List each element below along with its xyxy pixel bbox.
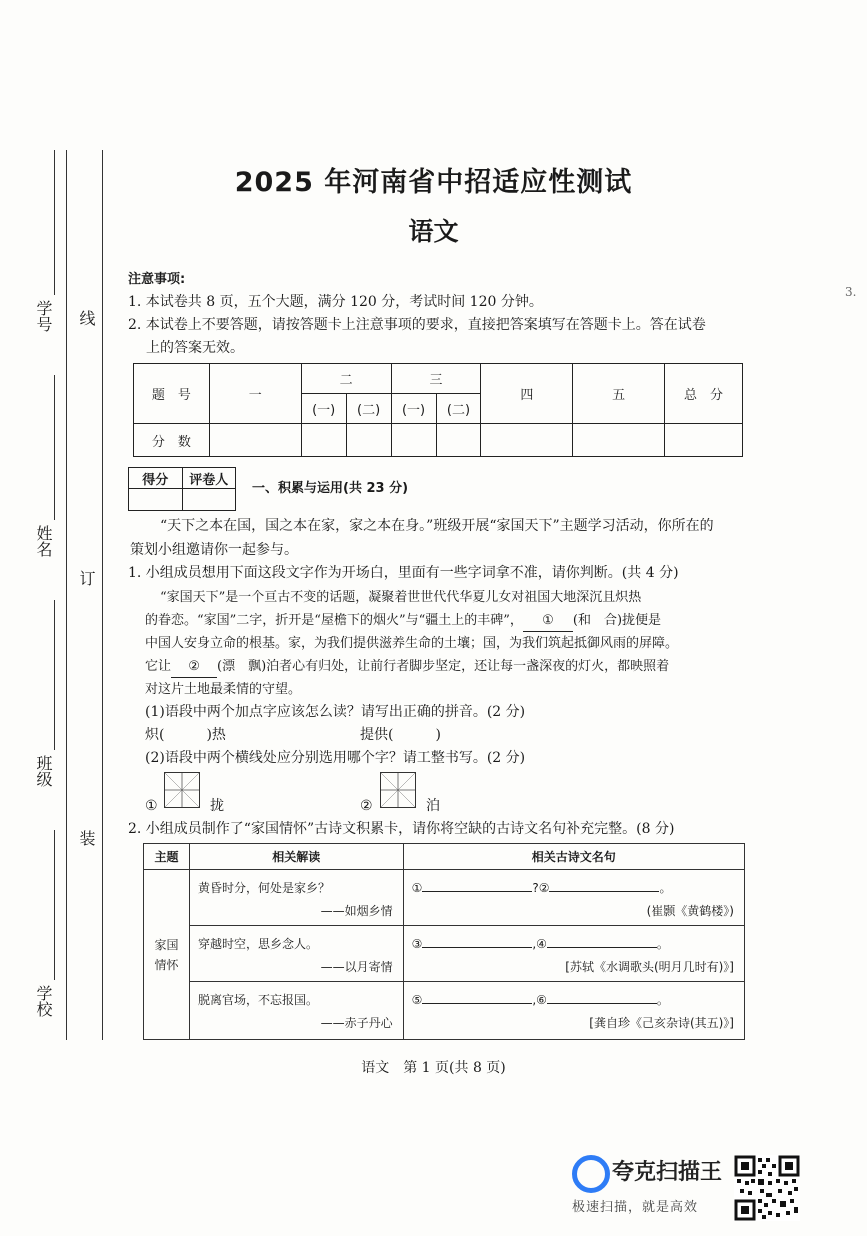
poem-theme-line-1: 家国	[154, 937, 179, 952]
section1-intro: “天下之本在国，国之本在家，家之本在身。”班级开展“家国天下”主题学习活动，你所在的	[160, 518, 714, 534]
poem-blank-2-label: ?②	[532, 881, 550, 895]
school-label: 学校	[34, 985, 53, 1017]
binding-line-inner	[102, 150, 103, 1040]
name-underline	[54, 375, 55, 520]
poem-blank-5[interactable]	[422, 1003, 532, 1004]
poem-reading-3	[189, 982, 403, 1040]
passage-line-4-end: 泊者心有归处，让前行者脚步坚定，还让每一盏深夜的灯火，都映照着	[266, 659, 670, 674]
poem-source-3: [龚自珍《己亥杂诗(其五)》]	[589, 1016, 734, 1030]
score-sub-3-2: (二)	[436, 394, 481, 424]
passage-line-4-start: 它让	[145, 659, 172, 674]
poem-lines-2-fill	[412, 935, 669, 952]
grader-box	[128, 467, 236, 511]
score-cell[interactable]	[481, 424, 573, 457]
choice-1: (和 合)	[572, 613, 623, 628]
writing-grid-1[interactable]	[164, 772, 200, 808]
score-header-two: 二	[301, 364, 391, 394]
score-header-five: 五	[573, 364, 665, 424]
poem-table	[143, 843, 745, 1040]
poem-reading-3-text: 脱离官场，不忘报国。	[197, 993, 318, 1007]
poem-reading-1-text: 黄昏时分，何处是家乡？	[197, 881, 330, 895]
poem-theme	[144, 870, 190, 1040]
watermark-brand: 夸克扫描王	[612, 1160, 723, 1185]
passage-line-2-text: 的眷恋。“家国”二字，折开是“屋檐下的烟火”与“疆土上的丰碑”，	[145, 613, 523, 628]
notice-item-2-cont: 上的答案无效。	[146, 340, 244, 356]
poem-lines-2[interactable]	[403, 926, 744, 982]
passage-line-2	[145, 611, 661, 632]
poem-reading-3-tag: ——赤子丹心	[320, 1016, 393, 1030]
pinyin-answer-b[interactable]: 提供( )	[360, 727, 441, 743]
grid-1-char: 拢	[210, 798, 224, 814]
grid-2-char: 泊	[426, 798, 440, 814]
score-cell[interactable]	[209, 424, 301, 457]
page-footer: 语文 第 1 页(共 8 页)	[361, 1060, 506, 1076]
poem-source-1: (崔颢《黄鹤楼》)	[646, 904, 734, 918]
poem-blank-3[interactable]	[422, 947, 532, 948]
subject-title: 语文	[408, 217, 459, 246]
section1-intro-cont: 策划小组邀请你一起参与。	[130, 542, 298, 558]
score-header-label: 题 号	[134, 364, 210, 424]
poem-header-lines: 相关古诗文名句	[403, 844, 744, 870]
passage-line-5: 对这片土地最柔情的守望。	[145, 682, 302, 697]
poem-blank-5-label: ⑤	[411, 993, 423, 1007]
qr-code-icon	[734, 1155, 800, 1221]
poem-blank-6-label: ,⑥	[532, 993, 547, 1007]
poem-blank-4-label: ,④	[532, 937, 547, 951]
score-header-one: 一	[209, 364, 301, 424]
poem-header-reading: 相关解读	[189, 844, 403, 870]
grader-reviewer-cell[interactable]	[182, 489, 236, 511]
score-cell[interactable]	[301, 424, 346, 457]
poem-lines-3-fill	[412, 991, 669, 1008]
score-header-total: 总 分	[665, 364, 743, 424]
poem-source-2: [苏轼《水调歌头(明月几时有)》]	[565, 960, 734, 974]
passage-line-4	[145, 657, 669, 678]
poem-reading-2-text: 穿越时空，思乡念人。	[197, 937, 318, 951]
score-cell[interactable]	[665, 424, 743, 457]
score-sub-2-1: (一)	[301, 394, 346, 424]
grader-reviewer-label: 评卷人	[182, 468, 236, 489]
score-cell[interactable]	[391, 424, 436, 457]
score-table	[133, 363, 743, 457]
margin-note: 3.	[845, 285, 857, 299]
score-cell[interactable]	[436, 424, 481, 457]
notice-heading: 注意事项:	[128, 272, 186, 287]
score-cell[interactable]	[573, 424, 665, 457]
quark-logo-icon	[572, 1155, 610, 1193]
blank-1-label: ①	[542, 613, 554, 628]
sub-question-1: (1)语段中两个加点字应该怎么读？请写出正确的拼音。(2 分)	[145, 704, 526, 720]
poem-reading-2	[189, 926, 403, 982]
section1-title: 一、积累与运用(共 23 分)	[252, 481, 409, 496]
score-row-label: 分 数	[134, 424, 210, 457]
poem-blank-4[interactable]	[547, 947, 657, 948]
writing-grid-2[interactable]	[380, 772, 416, 808]
poem-line-1-end: 。	[659, 881, 672, 895]
poem-lines-1[interactable]	[403, 870, 744, 926]
grid-2-number: ②	[360, 798, 373, 814]
pinyin-answer-a[interactable]: 炽( )热	[145, 727, 226, 743]
school-underline	[54, 830, 55, 980]
poem-reading-2-tag: ——以月寄情	[320, 960, 393, 974]
binding-line-outer	[66, 150, 67, 1040]
grader-score-label: 得分	[129, 468, 183, 489]
blank-2	[171, 657, 217, 678]
choice-2: (漂 飘)	[217, 659, 267, 674]
poem-blank-3-label: ③	[411, 937, 423, 951]
poem-lines-3[interactable]	[403, 982, 744, 1040]
poem-blank-6[interactable]	[547, 1003, 657, 1004]
poem-blank-2[interactable]	[549, 891, 659, 892]
passage-line-1: “家国天下”是一个亘古不变的话题，凝聚着世世代代华夏儿女对祖国大地深沉且炽热	[160, 590, 642, 605]
binding-mark-staple: 订	[77, 570, 96, 586]
binding-mark-line: 线	[77, 310, 96, 326]
score-header-three: 三	[391, 364, 481, 394]
notice-item-1: 1. 本试卷共 8 页，五个大题，满分 120 分，考试时间 120 分钟。	[128, 294, 543, 310]
poem-blank-1-label: ①	[411, 881, 423, 895]
question-1: 1. 小组成员想用下面这段文字作为开场白，里面有一些字词拿不准，请你判断。(共 4 分)	[128, 565, 679, 581]
passage-line-2-end: 拢便是	[622, 613, 662, 628]
grader-score-cell[interactable]	[129, 489, 183, 511]
grid-1-number: ①	[145, 798, 158, 814]
passage-line-3: 中国人安身立命的根基。家，为我们提供滋养生命的土壤；国，为我们筑起抵御风雨的屏障。	[145, 636, 679, 651]
poem-line-3-end: 。	[656, 993, 669, 1007]
blank-1	[523, 611, 573, 632]
binding-mark-bind: 装	[77, 830, 96, 846]
poem-header-theme: 主题	[144, 844, 190, 870]
question-2: 2. 小组成员制作了“家国情怀”古诗文积累卡，请你将空缺的古诗文名句补充完整。(8 分)	[128, 821, 675, 837]
class-label: 班级	[34, 755, 53, 787]
poem-lines-1-fill	[412, 879, 672, 896]
sub-question-2: (2)语段中两个横线处应分别选用哪个字？请工整书写。(2 分)	[145, 750, 526, 766]
watermark-slogan: 极速扫描，就是高效	[572, 1200, 699, 1215]
name-label: 姓名	[34, 525, 53, 557]
student-id-label: 学号	[34, 300, 53, 332]
score-cell[interactable]	[346, 424, 391, 457]
poem-blank-1[interactable]	[422, 891, 532, 892]
notice-item-2: 2. 本试卷上不要答题，请按答题卡上注意事项的要求，直接把答案填写在答题卡上。答在试卷	[128, 317, 706, 333]
score-sub-2-2: (二)	[346, 394, 391, 424]
poem-theme-line-2: 情怀	[154, 957, 179, 972]
poem-reading-1	[189, 870, 403, 926]
class-underline	[54, 600, 55, 750]
exam-title: 2025 年河南省中招适应性测试	[234, 167, 633, 198]
poem-line-2-end: 。	[656, 937, 669, 951]
score-header-four: 四	[481, 364, 573, 424]
score-sub-3-1: (一)	[391, 394, 436, 424]
poem-reading-1-tag: ——如烟乡情	[320, 904, 393, 918]
blank-2-label: ②	[188, 659, 200, 674]
